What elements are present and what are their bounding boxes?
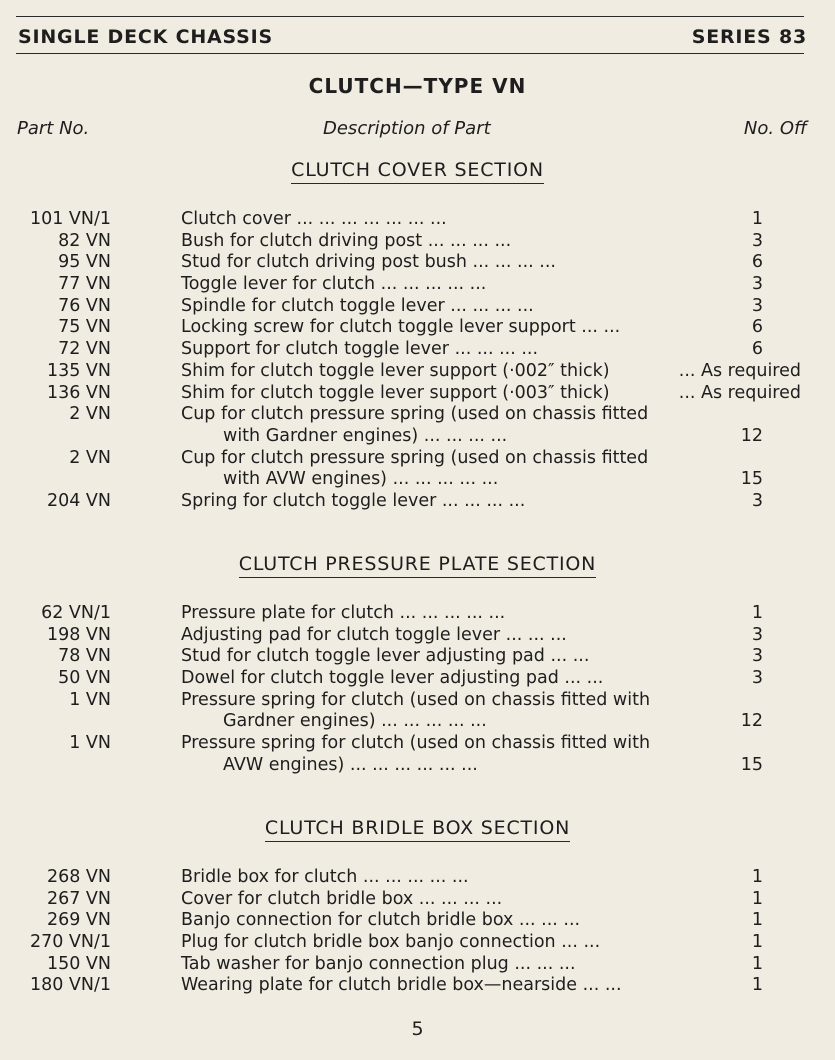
table-row xyxy=(0,932,835,954)
top-rule xyxy=(16,16,804,17)
part-number: 268 VN xyxy=(46,867,111,887)
table-row xyxy=(0,690,835,712)
part-number: 75 VN xyxy=(58,317,111,338)
table-row xyxy=(0,361,835,383)
quantity: 3 xyxy=(751,668,763,689)
column-header-quantity: No. Off xyxy=(743,118,807,139)
part-number: 180 VN/1 xyxy=(29,975,111,996)
table-row xyxy=(0,383,835,405)
part-number: 1 VN xyxy=(69,689,111,710)
part-description: with AVW engines) ... ... ... ... ... xyxy=(223,469,499,490)
part-description: Adjusting pad for clutch toggle lever ... ... ... xyxy=(181,624,567,645)
table-row xyxy=(0,910,835,932)
part-number: 62 VN/1 xyxy=(41,603,111,623)
part-description: with Gardner engines) ... ... ... ... xyxy=(223,425,508,446)
quantity: 15 xyxy=(740,754,763,775)
part-description: Pressure spring for clutch (used on chassis fitted with xyxy=(181,733,651,754)
table-row xyxy=(0,296,835,318)
table-row xyxy=(0,448,835,470)
quantity: 12 xyxy=(740,711,763,732)
part-description: Tab washer for banjo connection plug ... ... ... xyxy=(181,953,576,974)
quantity: 3 xyxy=(751,490,763,511)
table-row xyxy=(0,491,835,513)
part-number: 95 VN xyxy=(58,252,111,273)
quantity: ... As required xyxy=(678,360,801,381)
page-title: CLUTCH—TYPE VN xyxy=(308,74,527,98)
table-row xyxy=(0,733,835,755)
table-row xyxy=(0,975,835,997)
part-description: Stud for clutch driving post bush ... ... ... ... xyxy=(181,252,556,273)
quantity: 1 xyxy=(751,603,763,623)
part-number: 267 VN xyxy=(46,888,111,909)
quantity: 3 xyxy=(751,646,763,667)
part-description: Spindle for clutch toggle lever ... ... ... ... xyxy=(181,295,534,316)
quantity: 6 xyxy=(751,339,763,360)
part-description: Cover for clutch bridle box ... ... ... ... xyxy=(181,888,503,909)
quantity: 3 xyxy=(751,624,763,645)
part-number: 204 VN xyxy=(46,490,111,511)
section-rows-pressure-plate xyxy=(0,603,835,777)
section-heading-text: CLUTCH PRESSURE PLATE SECTION xyxy=(239,553,596,578)
part-description: Bush for clutch driving post ... ... ... ... xyxy=(181,230,512,251)
part-number: 136 VN xyxy=(46,382,111,403)
quantity: 6 xyxy=(751,317,763,338)
quantity: 3 xyxy=(751,274,763,295)
table-row xyxy=(0,274,835,296)
column-header-description: Description of Part xyxy=(323,118,491,139)
quantity: 1 xyxy=(751,888,763,909)
quantity: 1 xyxy=(751,953,763,974)
quantity: 3 xyxy=(751,230,763,251)
table-row xyxy=(0,231,835,253)
part-description: Spring for clutch toggle lever ... ... ... ... xyxy=(181,490,526,511)
part-description: Shim for clutch toggle lever support (·002″ thick) xyxy=(181,360,610,381)
table-row xyxy=(0,317,835,339)
quantity: 1 xyxy=(751,932,763,953)
table-row xyxy=(0,755,835,777)
part-description: Cup for clutch pressure spring (used on chassis fitted xyxy=(181,447,649,468)
part-number: 1 VN xyxy=(69,733,111,754)
running-header-right: SERIES 83 xyxy=(691,26,807,48)
part-description: Clutch cover ... ... ... ... ... ... ... xyxy=(181,209,447,229)
table-row xyxy=(0,668,835,690)
part-description: Support for clutch toggle lever ... ... ... ... xyxy=(181,339,539,360)
table-row xyxy=(0,469,835,491)
table-row xyxy=(0,867,835,889)
part-number: 269 VN xyxy=(46,910,111,931)
quantity: 1 xyxy=(751,910,763,931)
table-row xyxy=(0,209,835,231)
quantity: 1 xyxy=(751,209,763,229)
part-number: 150 VN xyxy=(46,953,111,974)
quantity: 12 xyxy=(740,425,763,446)
part-number: 77 VN xyxy=(58,274,111,295)
page-number: 5 xyxy=(411,1018,424,1040)
table-row xyxy=(0,339,835,361)
part-description: Stud for clutch toggle lever adjusting pad ... ... xyxy=(181,646,590,667)
quantity: 1 xyxy=(751,975,763,996)
section-rows-bridle-box xyxy=(0,867,835,997)
part-number: 270 VN/1 xyxy=(29,932,111,953)
quantity: 3 xyxy=(751,295,763,316)
column-header-part: Part No. xyxy=(17,118,90,139)
section-heading-pressure-plate xyxy=(0,553,835,578)
quantity: 1 xyxy=(751,867,763,887)
section-heading-clutch-cover xyxy=(0,159,835,184)
part-number: 101 VN/1 xyxy=(29,209,111,229)
quantity: 6 xyxy=(751,252,763,273)
part-description: Toggle lever for clutch ... ... ... ... ... xyxy=(181,274,487,295)
part-number: 135 VN xyxy=(46,360,111,381)
quantity: ... As required xyxy=(678,382,801,403)
table-row xyxy=(0,889,835,911)
quantity: 15 xyxy=(740,469,763,490)
table-row xyxy=(0,426,835,448)
table-row xyxy=(0,954,835,976)
part-number: 76 VN xyxy=(58,295,111,316)
table-row xyxy=(0,625,835,647)
section-heading-text: CLUTCH BRIDLE BOX SECTION xyxy=(265,817,570,842)
part-description: AVW engines) ... ... ... ... ... ... xyxy=(223,754,478,775)
part-number: 50 VN xyxy=(58,668,111,689)
part-number: 2 VN xyxy=(69,447,111,468)
section-heading-text: CLUTCH COVER SECTION xyxy=(291,159,544,184)
part-description: Locking screw for clutch toggle lever support ... ... xyxy=(181,317,621,338)
table-row xyxy=(0,404,835,426)
part-description: Gardner engines) ... ... ... ... ... xyxy=(223,711,487,732)
table-row xyxy=(0,646,835,668)
part-description: Bridle box for clutch ... ... ... ... ... xyxy=(181,867,469,887)
part-description: Banjo connection for clutch bridle box ... ... ... xyxy=(181,910,581,931)
part-number: 2 VN xyxy=(69,404,111,425)
table-row xyxy=(0,603,835,625)
part-description: Pressure spring for clutch (used on chassis fitted with xyxy=(181,689,651,710)
part-number: 72 VN xyxy=(58,339,111,360)
part-description: Cup for clutch pressure spring (used on chassis fitted xyxy=(181,404,649,425)
table-row xyxy=(0,252,835,274)
section-rows-clutch-cover xyxy=(0,209,835,513)
part-description: Plug for clutch bridle box banjo connection ... ... xyxy=(181,932,601,953)
part-number: 198 VN xyxy=(46,624,111,645)
header-rule xyxy=(16,53,804,54)
part-number: 82 VN xyxy=(58,230,111,251)
running-header-left: SINGLE DECK CHASSIS xyxy=(18,26,274,48)
part-description: Wearing plate for clutch bridle box—nearside ... ... xyxy=(181,975,622,996)
part-description: Pressure plate for clutch ... ... ... ... ... xyxy=(181,603,506,623)
part-description: Shim for clutch toggle lever support (·003″ thick) xyxy=(181,382,610,403)
section-heading-bridle-box xyxy=(0,817,835,842)
part-description: Dowel for clutch toggle lever adjusting pad ... ... xyxy=(181,668,604,689)
part-number: 78 VN xyxy=(58,646,111,667)
table-row xyxy=(0,711,835,733)
